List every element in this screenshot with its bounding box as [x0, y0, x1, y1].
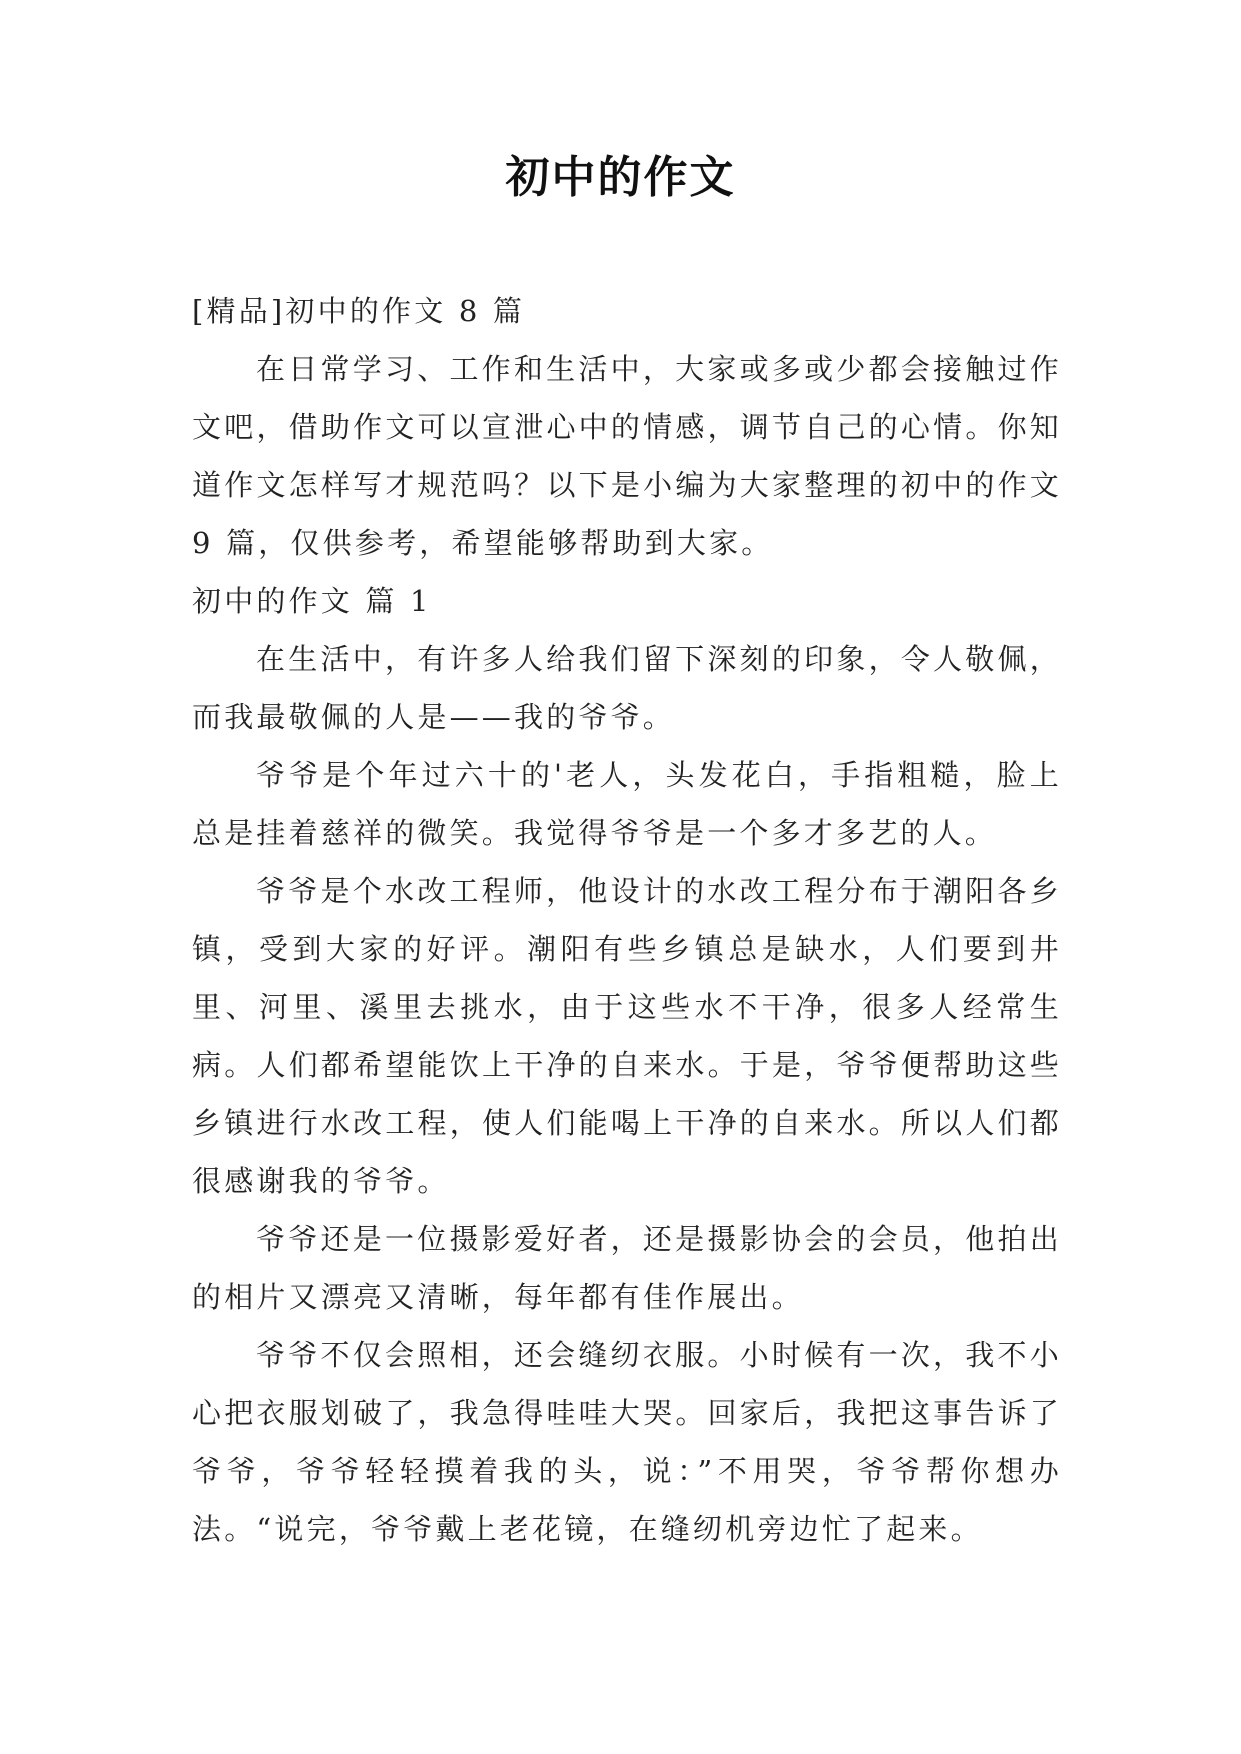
- document-title: 初中的作文: [505, 152, 736, 203]
- paragraph: 爷爷还是一位摄影爱好者，还是摄影协会的会员，他拍出的相片又漂亮又清晰，每年都有佳作展出。: [192, 1222, 1062, 1314]
- paragraph: 在生活中，有许多人给我们留下深刻的印象，令人敬佩，而我最敬佩的人是——我的爷爷。: [192, 642, 1062, 734]
- paragraph: 爷爷是个年过六十的'老人，头发花白，手指粗糙，脸上总是挂着慈祥的微笑。我觉得爷爷是一个多才多艺的人。: [192, 758, 1062, 850]
- paragraph-intro: 在日常学习、工作和生活中，大家或多或少都会接触过作文吧，借助作文可以宣泄心中的情感，调节自己的心情。你知道作文怎样写才规范吗？以下是小编为大家整理的初中的作文 9 篇，仅供参考，希望能够帮助到大家。: [192, 352, 1062, 560]
- document-subtitle: [精品]初中的作文 8 篇: [192, 294, 526, 328]
- paragraph: 爷爷是个水改工程师，他设计的水改工程分布于潮阳各乡镇，受到大家的好评。潮阳有些乡镇总是缺水，人们要到井里、河里、溪里去挑水，由于这些水不干净，很多人经常生病。人们都希望能饮上干净的自来水。于是，爷爷便帮助这些乡镇进行水改工程，使人们能喝上干净的自来水。所以人们都很感谢我的爷爷。: [192, 874, 1062, 1198]
- section-heading-1: 初中的作文 篇 1: [192, 584, 432, 618]
- document-body: [192, 282, 1062, 1558]
- paragraph: 爷爷不仅会照相，还会缝纫衣服。小时候有一次，我不小心把衣服划破了，我急得哇哇大哭。回家后，我把这事告诉了爷爷，爷爷轻轻摸着我的头，说：”不用哭，爷爷帮你想办法。“说完，爷爷戴上老花镜，在缝纫机旁边忙了起来。: [192, 1338, 1062, 1546]
